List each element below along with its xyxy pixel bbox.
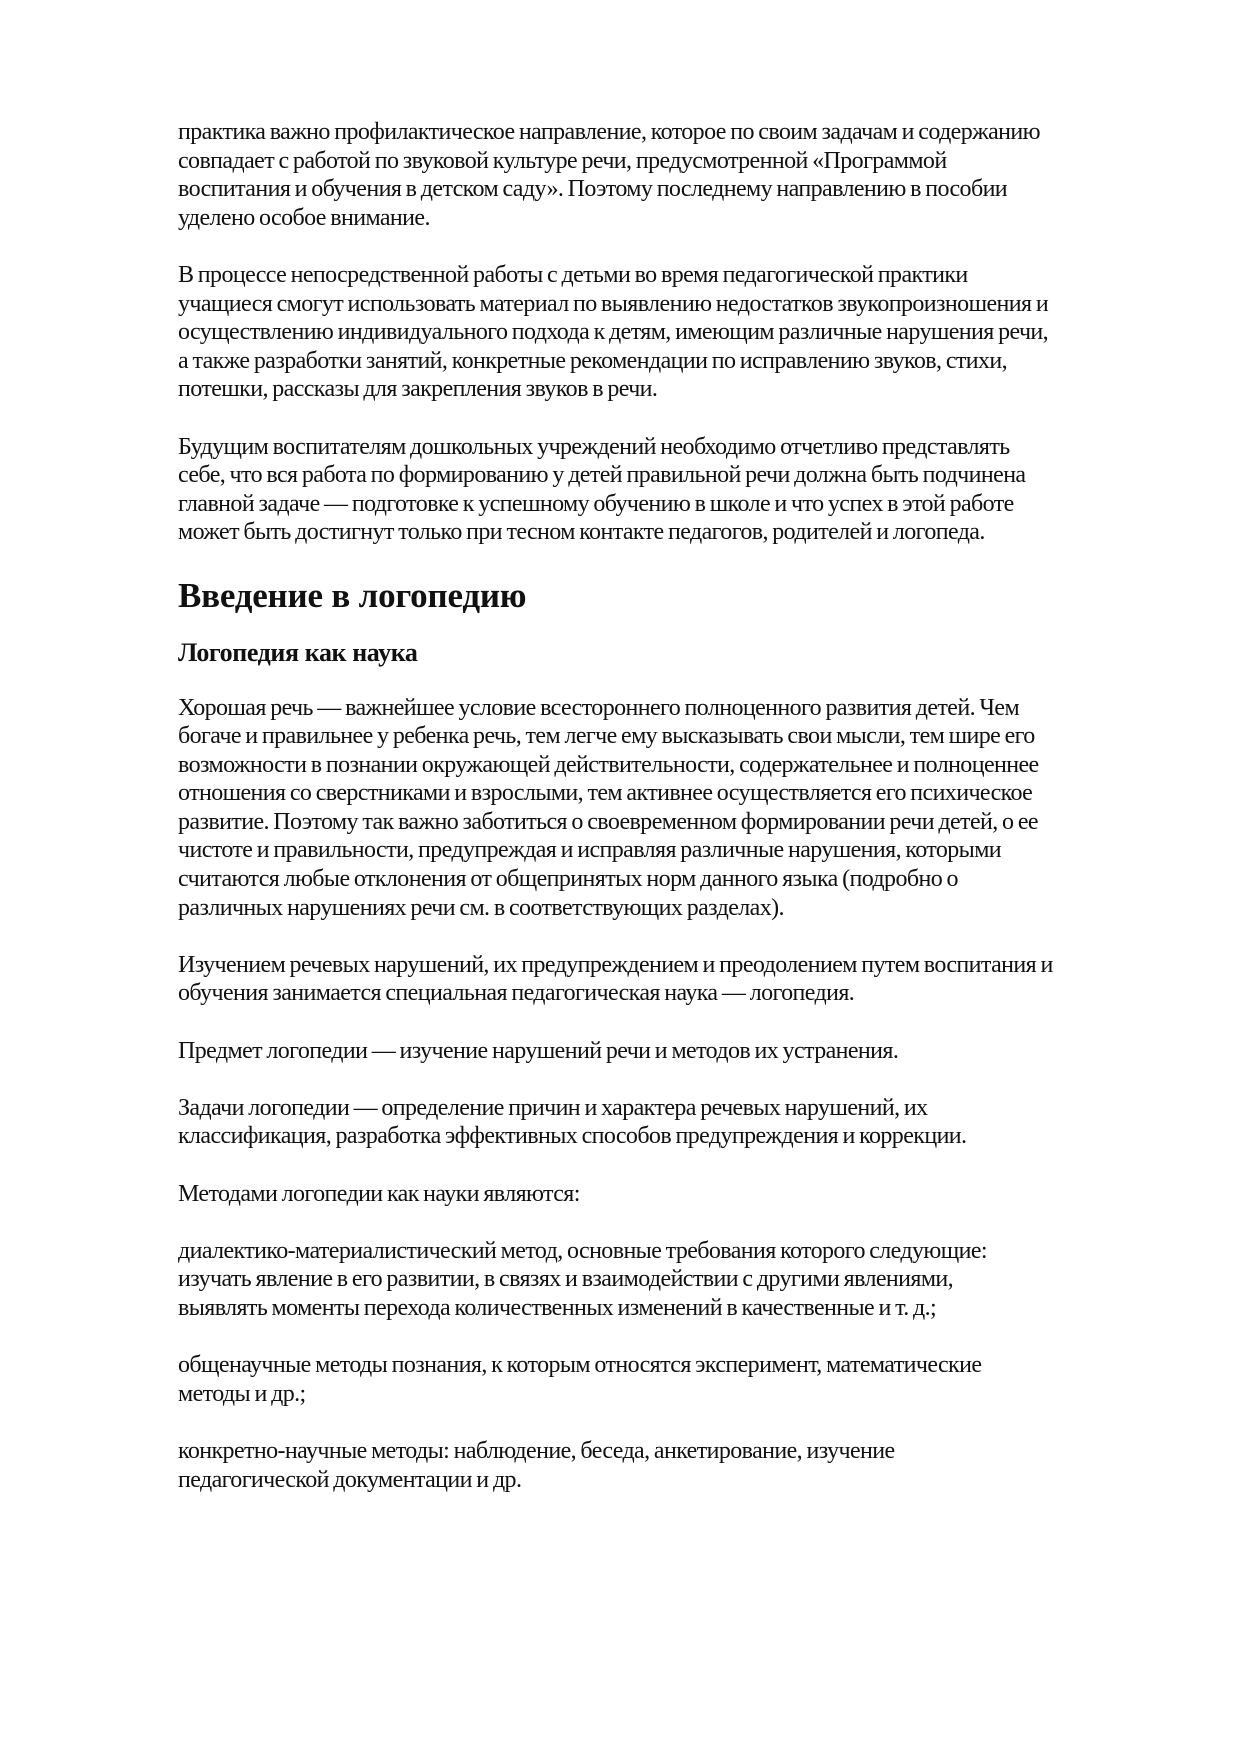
text-line: Задачи логопедии — определение причин и характера речевых нарушений, их [178,1094,928,1121]
text-line: отношения со сверстниками и взрослыми, тем активнее осуществляется его психическое [178,780,1033,807]
text-line: Изучением речевых нарушений, их предупреждением и преодолением путем воспитания и [178,951,1053,978]
intro-section [178,118,1178,547]
paragraph [178,1237,1178,1323]
text-line: а также разработки занятий, конкретные рекомендации по исправлению звуков, стихи, [178,347,1008,374]
subsection-heading: Логопедия как наука [178,637,418,667]
page-content [178,118,1178,1523]
paragraph [178,1351,1178,1408]
text-line: богаче и правильнее у ребенка речь, тем легче ему высказывать свои мысли, тем шире его [178,723,1035,750]
text-line: общенаучные методы познания, к которым относятся эксперимент, математические [178,1352,982,1379]
paragraph [178,433,1178,547]
text-line: изучать явление в его развитии, в связях и взаимодействии с другими явлениями, [178,1266,954,1293]
text-line: обучения занимается специальная педагогическая наука — логопедия. [178,980,855,1007]
text-line: методы и др.; [178,1380,306,1407]
text-line: главной задаче — подготовке к успешному обучению в школе и что успех в этой работе [178,490,1014,517]
text-line: развитие. Поэтому так важно заботиться о своевременном формировании речи детей, о ее [178,808,1038,835]
text-line: Предмет логопедии — изучение нарушений речи и методов их устранения. [178,1037,899,1064]
section-body [178,694,1178,1495]
text-line: диалектико-материалистический метод, основные требования которого следующие: [178,1237,987,1264]
text-line: чистоте и правильности, предупреждая и исправляя различные нарушения, которыми [178,837,1002,864]
text-line: педагогической документации и др. [178,1466,522,1493]
text-line: выявлять моменты перехода количественных изменений в качественные и т. д.; [178,1294,937,1321]
text-line: Методами логопедии как науки являются: [178,1180,580,1207]
text-line: практика важно профилактическое направление, которое по своим задачам и содержанию [178,119,1040,145]
text-line: считаются любые отклонения от общепринятых норм данного языка (подробно о [178,866,958,893]
text-line: классификация, разработка эффективных способов предупреждения и коррекции. [178,1123,967,1150]
paragraph [178,1437,1178,1494]
text-line: может быть достигнут только при тесном контакте педагогов, родителей и логопеда. [178,519,985,546]
text-line: Хорошая речь — важнейшее условие всестороннего полноценного развития детей. Чем [178,694,1020,721]
text-line: различных нарушениях речи см. в соответствующих разделах). [178,894,784,921]
paragraph [178,1037,1178,1066]
text-line: себе, что вся работа по формированию у детей правильной речи должна быть подчинена [178,462,1026,489]
text-line: уделено особое внимание. [178,204,430,231]
paragraph [178,694,1178,923]
paragraph [178,261,1178,404]
text-line: воспитания и обучения в детском саду». Поэтому последнему направлению в пособии [178,176,1008,203]
paragraph [178,118,1178,232]
section-heading: Введение в логопедию [178,575,527,615]
paragraph [178,1180,1178,1209]
text-line: совпадает с работой по звуковой культуре речи, предусмотренной «Программой [178,147,947,174]
text-line: потешки, рассказы для закрепления звуков в речи. [178,376,658,403]
text-line: возможности в познании окружающей действительности, содержательнее и полноценнее [178,751,1039,778]
text-line: В процессе непосредственной работы с детьми во время педагогической практики [178,261,968,288]
paragraph [178,1094,1178,1151]
text-line: Будущим воспитателям дошкольных учреждений необходимо отчетливо представлять [178,433,1010,460]
text-line: конкретно-научные методы: наблюдение, беседа, анкетирование, изучение [178,1437,895,1464]
paragraph [178,951,1178,1008]
text-line: учащиеся смогут использовать материал по выявлению недостатков звукопроизношения и [178,290,1049,317]
text-line: осуществлению индивидуального подхода к детям, имеющим различные нарушения речи, [178,319,1049,346]
